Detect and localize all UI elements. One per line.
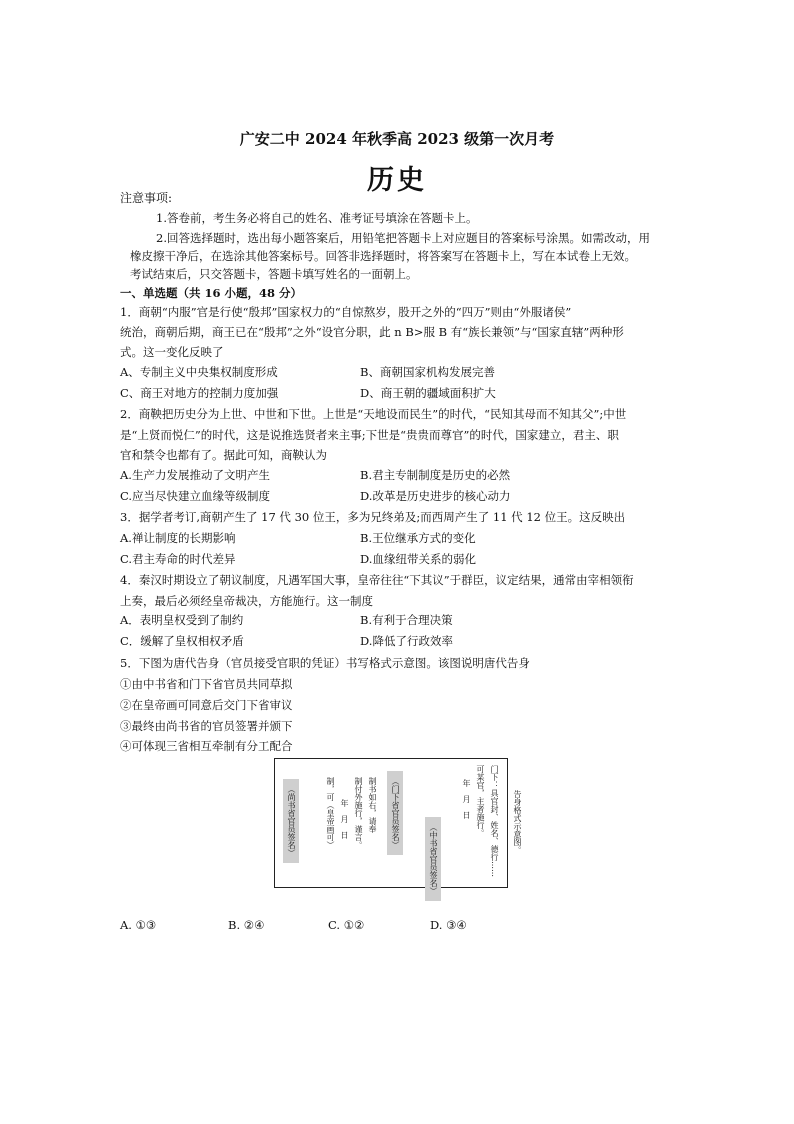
q2-option-d: D.改革是历史进步的核心动力 [360, 489, 511, 503]
zhongshu-signature-box: （中书省官员签名） [425, 817, 441, 901]
q2-stem-line-1: 2．商鞅把历史分为上世、中世和下世。上世是“天地设而民生”的时代，“民知其母而不知其父”;中世 [120, 407, 627, 421]
q5-stem-line-1: 5．下图为唐代告身（官员接受官职的凭证）书写格式示意图。该图说明唐代告身 [120, 656, 530, 670]
q4-option-b: B.有利于合理决策 [360, 613, 453, 627]
q1-option-c: C、商王对地方的控制力度加强 [120, 386, 279, 400]
figure-col-date-1: 年 月 日 [462, 779, 471, 819]
q3-option-a: A.禅让制度的长期影响 [120, 531, 236, 545]
subject-title: 历史 [367, 165, 427, 196]
q4-option-a: A．表明皇权受到了制约 [120, 613, 244, 627]
q3-option-d: D.血缘纽带关系的弱化 [360, 552, 476, 566]
q4-stem-line-1: 4．秦汉时期设立了朝议制度，凡遇军国大事，皇帝往往“下其议”于群臣，议定结果，通常由宰相领衔 [120, 573, 634, 587]
figure-col-ke: 制，可（皇帝画可） [326, 777, 335, 849]
q3-stem-line-1: 3．据学者考订,商朝产生了 17 代 30 位王，多为兄终弟及;而西周产生了 11 代 12 位王。这反映出 [120, 510, 626, 524]
q2-option-c: C.应当尽快建立血缘等级制度 [120, 489, 271, 503]
q5-option-d: D. ③④ [430, 918, 467, 932]
figure-col-appoint: 可某官，主者施行。 [476, 765, 485, 837]
q3-option-c: C.君主寿命的时代差异 [120, 552, 236, 566]
figure-col-zhishu-2: 制付外施行，谨言。 [354, 777, 363, 849]
q1-option-a: A、专制主义中央集权制度形成 [120, 365, 278, 379]
figure-caption: 告身格式示意图。 [513, 790, 522, 854]
q5-option-b: B. ②④ [228, 918, 265, 932]
q2-option-a: A.生产力发展推动了文明产生 [120, 468, 270, 482]
q2-stem-line-3: 官和禁令也都有了。据此可知，商鞅认为 [120, 448, 327, 462]
q5-option-a: A. ①③ [120, 918, 157, 932]
shangshu-signature-box: （尚书省官员签名） [283, 779, 299, 863]
q5-statement-3: ③最终由尚书省的官员签署并颁下 [120, 719, 293, 733]
notice-item-1: 1.答卷前，考生务必将自己的姓名、准考证号填涂在答题卡上。 [156, 211, 478, 225]
q5-statement-4: ④可体现三省相互牵制有分工配合 [120, 739, 293, 753]
q4-option-c: C．缓解了皇权相权矛盾 [120, 634, 244, 648]
menxia-signature-box: （门下省官员签名） [387, 771, 403, 855]
q5-statement-2: ②在皇帝画可同意后交门下省审议 [120, 698, 293, 712]
q1-stem-line-1: 1．商朝“内服”官是行使“殷邦”国家权力的“自惊熬岁，股开之外的“四万”则由“外服诸侯” [120, 305, 572, 319]
notice-heading: 注意事项: [120, 191, 173, 205]
q2-stem-line-2: 是“上贤而悦仁”的时代，这是说推选贤者来主事;下世是“贵贵而尊官”的时代，国家建立，君主、职 [120, 428, 619, 442]
q5-statement-1: ①由中书省和门下省官员共同草拟 [120, 677, 293, 691]
q3-option-b: B.王位继承方式的变化 [360, 531, 476, 545]
q1-stem-line-3: 式。这一变化反映了 [120, 345, 224, 359]
exam-title: 广安二中 2024 年秋季高 2023 级第一次月考 [239, 130, 555, 148]
figure-col-date-2: 年 月 日 [340, 799, 349, 839]
notice-item-2-line-1: 2.回答选择题时，选出每小题答案后，用铅笔把答题卡上对应题目的答案标号涂黑。如需改动，用 [156, 231, 650, 245]
notice-item-2-line-2: 橡皮擦干净后，在选涂其他答案标号。回答非选择题时，将答案写在答题卡上，写在本试卷上无效。 [130, 249, 636, 263]
figure-col-door: 门下：具官封、姓名、德行…… [490, 765, 499, 877]
q5-option-c: C. ①② [328, 918, 365, 932]
q1-option-b: B、商朝国家机构发展完善 [360, 365, 495, 379]
notice-item-3: 考试结束后，只交答题卡，答题卡填写姓名的一面朝上。 [130, 267, 418, 281]
q1-stem-line-2: 统治，商朝后期，商王已在“殷邦”之外“设官分职，此 n B>服 B 有“族长兼领”与“国家直辖”两种形 [120, 325, 624, 339]
figure-col-zhishu: 制书如右，请奉 [368, 777, 377, 833]
q4-stem-line-2: 上奏，最后必须经皇帝裁决，方能施行。这一制度 [120, 594, 373, 608]
q1-option-d: D、商王朝的疆域面积扩大 [360, 386, 496, 400]
section-heading: 一、单选题（共 16 小题，48 分） [120, 286, 303, 300]
q4-option-d: D.降低了行政效率 [360, 634, 453, 648]
q2-option-b: B.君主专制制度是历史的必然 [360, 468, 511, 482]
gaoshen-format-figure [274, 758, 508, 895]
